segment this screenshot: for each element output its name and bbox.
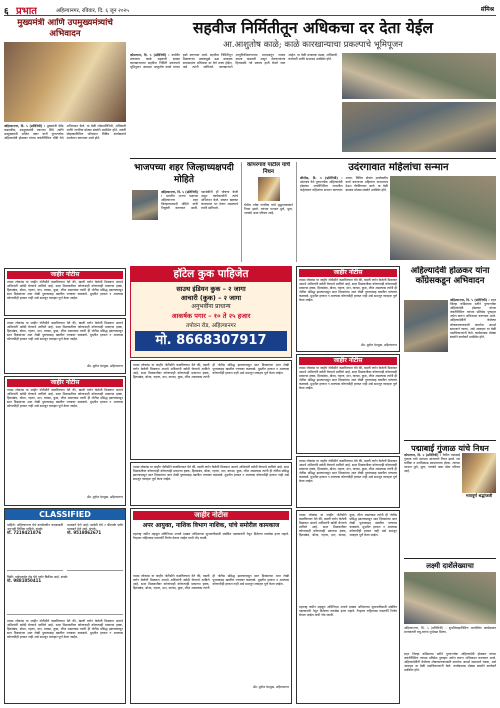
notice-2-signature: ॲड. सुनील देशमुख, अहिल्यानगर <box>86 364 123 368</box>
newspaper-logo: प्रभात <box>16 6 38 16</box>
notice-mid-2 <box>130 462 292 506</box>
bjp-body <box>161 190 238 260</box>
classified-item-1 <box>7 523 63 571</box>
notice-2-body: तमाम लोकांस या जाहीर नोटीसीने कळविण्यात येते की, खाली वर्णन केलेली मिळकत आमचे अशिलांनी खरेदी घेण्याचे ठरविले आहे. सदर मिळकतीवर कोणाचाही कोणत्याही प्रकारचा हक्क, हितसंबंध, बोजा, गहाण, दान, वारसा, कुळ, लीज असल्यास त्यांनी ही नोटीस प्रसिद्ध झाल्यापासून सात दिवसांच्या आत लेखी पुराव्यासह खालील पत्त्यावर कळवावे. मुदतीत हरकत न आल्यास कोणाचीही हरकत नाही असे समजून व्यवहार पूर्ण केला जाईल. <box>7 321 123 342</box>
notice-right-1-title: जाहीर नोटीस <box>299 269 397 277</box>
classified-notice: तमाम लोकांस या जाहीर नोटीसीने कळविण्यात येते की, खाली वर्णन केलेली मिळकत आमचे अशिलांनी खरेदी घेण्याचे ठरविले आहे. सदर मिळकतीवर कोणाचाही कोणत्याही प्रकारचा हक्क, हितसंबंध, बोजा, गहाण, दान, वारसा, कुळ, लीज असल्यास त्यांनी ही नोटीस प्रसिद्ध झाल्यापासून सात दिवसांच्या आत लेखी पुराव्यासह खालील पत्त्यावर कळवावे. मुदतीत हरकत न आल्यास कोणाचीही हरकत नाही असे समजून व्यवहार पूर्ण केला जाईल. <box>7 619 123 640</box>
women-headline: उदंरगावात महिलांचा सन्मान <box>348 162 449 173</box>
women-photo <box>390 176 496 260</box>
left-story-headline: मुख्यमंत्री आणि उपमुख्यमंत्र्यांचे अभिवादन <box>17 18 113 39</box>
notice-right-3-body: तमाम लोकांस या जाहीर नोटीसीने कळविण्यात येते की, खाली वर्णन केलेली मिळकत आमचे अशिलांनी खरेदी घेण्याचे ठरविले आहे. सदर मिळकतीवर कोणाचाही कोणत्याही प्रकारचा हक्क, हितसंबंध, बोजा, गहाण, दान, वारसा, कुळ, लीज असल्यास त्यांनी ही नोटीस प्रसिद्ध झाल्यापासून सात दिवसांच्या आत लेखी पुराव्यासह खालील पत्त्यावर कळवावे. मुदतीत हरकत न आल्यास कोणाचीही हरकत नाही असे समजून व्यवहार पूर्ण केला जाईल. <box>299 459 397 484</box>
ahilya-photo <box>404 300 448 352</box>
hotel-ad-line3: अनुभवींना प्राधान्य <box>191 303 231 310</box>
classified-section <box>4 508 126 704</box>
main-headline: सहवीज निर्मितीतून अधिकचा दर देता येईल <box>193 18 433 37</box>
ahilya-dateline: अहिल्यानगर, दि. ५ (प्रतिनिधी) : <box>450 298 490 302</box>
hotel-ad-headline: हॉटेल कुक पाहिजेत <box>131 267 291 282</box>
notice-mid-1-body: तमाम लोकांस या जाहीर नोटीसीने कळविण्यात येते की, खाली वर्णन केलेली मिळकत आमचे अशिलांनी खरेदी घेण्याचे ठरविले आहे. सदर मिळकतीवर कोणाचाही कोणत्याही प्रकारचा हक्क, हितसंबंध, बोजा, गहाण, दान, वारसा, कुळ, लीज असल्यास त्यांनी ही नोटीस प्रसिद्ध झाल्यापासून सात दिवसांच्या आत लेखी पुराव्यासह खालील पत्त्यावर कळवावे. मुदतीत हरकत न आल्यास कोणाचीही हरकत नाही असे समजून व्यवहार पूर्ण केला जाईल. <box>133 363 289 380</box>
notice-right-1 <box>296 266 400 352</box>
masthead <box>4 4 496 16</box>
classified-item-2-text: भाड्याने देणे आहे: सावेडी येथे २ बीएचके फ्लॅट भाड्याने देणे आहे. संपर्क: <box>67 523 123 532</box>
wedding-story <box>404 558 496 704</box>
obit-tribute <box>462 453 496 498</box>
wedding-body: अहिल्यानगर, दि. ५ (प्रतिनिधी) : शुभविवाहानिमित्त आयोजित कार्यक्रमात मान्यवरांनी वधू-वरांना शुभेच्छा दिल्या. <box>404 626 496 635</box>
obit-body <box>404 453 460 511</box>
notice-3-body: तमाम लोकांस या जाहीर नोटीसीने कळविण्यात येते की, खाली वर्णन केलेली मिळकत आमचे अशिलांनी खरेदी घेण्याचे ठरविले आहे. सदर मिळकतीवर कोणाचाही कोणत्याही प्रकारचा हक्क, हितसंबंध, बोजा, गहाण, दान, वारसा, कुळ, लीज असल्यास त्यांनी ही नोटीस प्रसिद्ध झाल्यापासून सात दिवसांच्या आत लेखी पुराव्यासह खालील पत्त्यावर कळवावे. मुदतीत हरकत न आल्यास कोणाचीही हरकत नाही असे समजून व्यवहार पूर्ण केला जाईल. <box>7 388 123 409</box>
hotel-ad-line2: आचारी (कुक) – २ जागा <box>180 294 242 302</box>
notice-right-2 <box>296 354 400 454</box>
page-number: ६ <box>4 7 9 16</box>
notice-3-signature: ॲड. सुनील देशमुख, अहिल्यानगर <box>86 495 123 499</box>
tender-notice <box>130 508 292 704</box>
hotel-ad-place: तपोवन रोड, अहिल्यानगर <box>186 323 236 329</box>
notice-1 <box>4 268 126 316</box>
notice-right-4-body: तमाम लोकांस या जाहीर नोटीसीने कळविण्यात येते की, खाली वर्णन केलेली मिळकत आमचे अशिलांनी खरेदी घेण्याचे ठरविले आहे. सदर मिळकतीवर कोणाचाही कोणत्याही प्रकारचा हक्क, हितसंबंध, बोजा, गहाण, दान, वारसा, कुळ, लीज असल्यास त्यांनी ही नोटीस प्रसिद्ध झाल्यापासून सात दिवसांच्या आत लेखी पुराव्यासह खालील पत्त्यावर कळवावे. मुदतीत हरकत न आल्यास कोणाचीही हरकत नाही असे समजून व्यवहार पूर्ण केला जाईल. <box>299 513 397 538</box>
ahilya-headline: अहिल्यादेवी होळकर यांना कॉंग्रेसकडून अभिवादन <box>410 266 490 286</box>
main-story-body <box>130 53 338 153</box>
wedding-body-2: शहर जिल्हा कॉंग्रेसच्या वतीने पुण्यश्लोक अहिल्यादेवी होळकर यांच्या जयंतीनिमित्त त्यांच्या प्रतिमेस पुष्पहार अर्पण करून अभिवादन करण्यात आले. अहिल्यादेवींनी केलेल्या लोककल्याणकारी कार्याचा आदर्श समाजाने घ्यावा, असे आवाहन या वेळी पदाधिकाऱ्यांनी केले. कार्यक्रमास मोठ्या संख्येने कार्यकर्ते उपस्थित होते. <box>404 652 496 673</box>
tender-body-2: तमाम लोकांस या जाहीर नोटीसीने कळविण्यात येते की, खाली वर्णन केलेली मिळकत आमचे अशिलांनी खरेदी घेण्याचे ठरविले आहे. सदर मिळकतीवर कोणाचाही कोणत्याही प्रकारचा हक्क, हितसंबंध, बोजा, गहाण, दान, वारसा, कुळ, लीज असल्यास त्यांनी ही नोटीस प्रसिद्ध झाल्यापासून सात दिवसांच्या आत लेखी पुराव्यासह खालील पत्त्यावर कळवावे. मुदतीत हरकत न आल्यास कोणाचीही हरकत नाही असे समजून व्यवहार पूर्ण केला जाईल. <box>133 573 289 590</box>
section-label: संमिश्र <box>480 6 494 13</box>
main-story-photo-2 <box>342 102 496 152</box>
ahilya-text: शहर जिल्हा कॉंग्रेसच्या वतीने पुण्यश्लोक अहिल्यादेवी होळकर यांच्या जयंतीनिमित्त त्यांच्या प्रतिमेस पुष्पहार अर्पण करून अभिवादन करण्यात आले. अहिल्यादेवींनी केलेल्या लोककल्याणकारी कार्याचा आदर्श समाजाने घ्यावा, असे आवाहन या वेळी पदाधिकाऱ्यांनी केले. कार्यक्रमास मोठ्या संख्येने कार्यकर्ते उपस्थित होते. <box>450 298 496 339</box>
classified-item-1-phone: मो. 7219421876 <box>7 530 42 536</box>
notice-2 <box>4 318 126 374</box>
tender-title: जाहीर नोटीस <box>133 511 289 520</box>
women-story <box>296 162 496 262</box>
notice-1-title: जाहीर नोटीस <box>7 271 123 279</box>
main-subheadline: आ.आशुतोष काळे; काळे कारखान्याचा प्रकल्पाचे भूमिपूजन <box>223 40 403 50</box>
left-story-body <box>4 124 126 264</box>
main-story-text: कर्मवीर शंकरराव काळे सहकारी साखर कारखान्याच्या सहवीज निर्मिती प्रकल्पाचे भूमिपूजन आमदार आशुतोष काळे यांच्या हस्ते करण्यात आले. सहवीज निर्मितीतून मिळणाऱ्या उत्पन्नामुळे ऊस उत्पादक सभासदांना अधिकचा दर देणे शक्य होईल, असे त्यांनी सांगितले. कारखान्याने आधुनिकीकरणाच्या माध्यमातून गाळप क्षमता वाढवली असून शेतकऱ्यांच्या हितासाठी नवे प्रकल्प हाती घेतले जात आहेत. या वेळी संचालक मंडळ, अधिकारी, कर्मचारी आणि सभासद उपस्थित होते. <box>130 53 338 70</box>
classified-item-3-phone: मो. 9881050411 <box>7 578 42 584</box>
main-story-dateline: कोपरगाव, दि. ५ (प्रतिनिधी) : <box>130 53 170 57</box>
ahilya-story <box>404 266 496 438</box>
notice-mid-1 <box>130 360 292 460</box>
ahilya-body <box>450 298 496 434</box>
notice-1-body: तमाम लोकांस या जाहीर नोटीसीने कळविण्यात येते की, खाली वर्णन केलेली मिळकत आमचे अशिलांनी खरेदी घेण्याचे ठरविले आहे. सदर मिळकतीवर कोणाचाही कोणत्याही प्रकारचा हक्क, हितसंबंध, बोजा, गहाण, दान, वारसा, कुळ, लीज असल्यास त्यांनी ही नोटीस प्रसिद्ध झाल्यापासून सात दिवसांच्या आत लेखी पुराव्यासह खालील पत्त्यावर कळवावे. मुदतीत हरकत न आल्यास कोणाचीही हरकत नाही असे समजून व्यवहार पूर्ण केला जाईल. <box>7 280 123 301</box>
notice-right-2-title: जाहीर नोटीस <box>299 357 397 365</box>
notice-right-1-signature: ॲड. सुनील देशमुख, अहिल्यानगर <box>360 343 397 347</box>
classified-item-2 <box>67 523 123 571</box>
classified-banner: CLASSIFIED <box>5 509 125 520</box>
obit-story <box>404 440 496 556</box>
bjp-story <box>130 162 238 262</box>
main-story <box>130 18 496 156</box>
divider <box>130 158 496 159</box>
notice-mid-2-body: तमाम लोकांस या जाहीर नोटीसीने कळविण्यात येते की, खाली वर्णन केलेली मिळकत आमचे अशिलांनी खरेदी घेण्याचे ठरविले आहे. सदर मिळकतीवर कोणाचाही कोणत्याही प्रकारचा हक्क, हितसंबंध, बोजा, गहाण, दान, वारसा, कुळ, लीज असल्यास त्यांनी ही नोटीस प्रसिद्ध झाल्यापासून सात दिवसांच्या आत लेखी पुराव्यासह खालील पत्त्यावर कळवावे. मुदतीत हरकत न आल्यास कोणाचीही हरकत नाही असे समजून व्यवहार पूर्ण केला जाईल. <box>133 465 289 482</box>
classified-item-1-text: पाहिजे: अहिल्यानगर येथे कार्यालयीन कामासाठी अनुभवी लिपिक पाहिजे. संपर्क: <box>7 523 63 532</box>
classified-item-3-text: विक्री: पाईपलाईन रोड येथे प्लॉट विक्रीस आहे. संपर्क: <box>7 575 69 579</box>
dateline: अहिल्यानगर, रविवार, दि. ६ जून २०२५ <box>56 8 129 14</box>
obit-tribute-title: भावपूर्ण श्रद्धांजली <box>465 493 493 498</box>
hotel-ad-phone: मो. 8668307917 <box>135 331 287 351</box>
classified-item-3 <box>7 575 123 615</box>
women-text: उदंरगाव येथे पुण्यश्लोक अहिल्यादेवी होळकर जयंतीनिमित्त गावातील कर्तृत्ववान महिलांचा सन्मान करण्यात आला. विविध क्षेत्रांत उल्लेखनीय कार्य करणाऱ्या महिलांना सन्मानपत्र देऊन गौरविण्यात आले. या वेळी ग्रामस्थ मोठ्या संख्येने उपस्थित होते. <box>300 176 388 193</box>
obit-headline: पद्माबाई गुंजाळ यांचे निधन <box>411 443 489 453</box>
notice-right-3 <box>296 456 400 508</box>
obit-portrait <box>462 453 496 493</box>
classified-item-2-phone: मो. 9518062671 <box>67 530 102 536</box>
small-obit <box>241 162 293 262</box>
women-dateline: श्रीगोंदा, दि. ५ (प्रतिनिधी) : <box>300 176 343 180</box>
left-story-dateline: अहिल्यानगर, दि. ५ (प्रतिनिधी) : <box>4 124 46 128</box>
tender-signature: ॲड. सुनील देशमुख, अहिल्यानगर <box>252 684 289 689</box>
statue-photo <box>4 42 126 122</box>
bjp-text: भारतीय जनता पक्षाच्या अहिल्यानगर शहर जिल्हाध्यक्षपदी मोहिते यांची नियुक्ती करण्यात आली. पक्षश्रेष्ठींनी ही घोषणा केली असून कार्यकर्त्यांनी त्यांचे अभिनंदन केले. संघटन बळकट करण्यावर भर देणार असल्याचे त्यांनी सांगितले. <box>161 190 238 211</box>
small-obit-body: येथील ज्येष्ठ नागरिक यांचे वृद्धापकाळाने निधन झाले. त्यांच्या पश्चात मुले, सुना, नातवंडे असा परिवार आहे. <box>244 203 293 216</box>
small-obit-headline: कोपरगाव पाटील यांचे निधन <box>246 162 290 175</box>
bjp-dateline: अहिल्यानगर, दि. ५ (प्रतिनिधी) : <box>161 190 198 199</box>
wedding-title: लक्ष्मी दाशेंलेख्याचा <box>426 561 474 570</box>
obit-dateline: कोपरगाव, दि. ५ (प्रतिनिधी) : <box>404 453 442 457</box>
notice-right-1-body: तमाम लोकांस या जाहीर नोटीसीने कळविण्यात येते की, खाली वर्णन केलेली मिळकत आमचे अशिलांनी खरेदी घेण्याचे ठरविले आहे. सदर मिळकतीवर कोणाचाही कोणत्याही प्रकारचा हक्क, हितसंबंध, बोजा, गहाण, दान, वारसा, कुळ, लीज असल्यास त्यांनी ही नोटीस प्रसिद्ध झाल्यापासून सात दिवसांच्या आत लेखी पुराव्यासह खालील पत्त्यावर कळवावे. मुदतीत हरकत न आल्यास कोणाचीही हरकत नाही असे समजून व्यवहार पूर्ण केला जाईल. <box>299 278 397 303</box>
main-story-photo-1 <box>342 53 496 99</box>
hotel-ad-line1: साउथ इंडियन कुक – २ जागा <box>176 285 246 293</box>
notice-right-4 <box>296 510 400 704</box>
left-story <box>4 18 126 265</box>
hotel-ad-salary: आकर्षक पगार – १० ते २५ हजार <box>171 312 251 320</box>
tender-subtitle: अपर आयुक्त, नाशिक विभाग नाशिक, यांचे समोरील कामकाज <box>142 522 280 529</box>
obit-text: येथील पद्माबाई गुंजाळ यांचे अल्पशा आजाराने निधन झाले. त्या धार्मिक व मनमिळाऊ स्वभावाच्या होत्या. त्यांच्या पश्चात मुले, सुना, नातवंडे असा मोठा परिवार आहे. <box>404 453 460 474</box>
notice-3-title: जाहीर नोटीस <box>7 379 123 387</box>
women-body <box>300 176 388 260</box>
bjp-headline: भाजपच्या शहर जिल्हाध्यक्षपदी मोहिते <box>134 163 234 185</box>
left-story-text: मुख्यमंत्री देवेंद्र फडणवीस, उपमुख्यमंत्री एकनाथ शिंदे आणि उपमुख्यमंत्री अजित पवार यांनी पुण्यश्लोक अहिल्यादेवी होळकर यांच्या जयंतीनिमित्त चौंडी येथे अभिवादन केले. या वेळी लोकप्रतिनिधी, अधिकारी आणि नागरिक मोठ्या संख्येने उपस्थित होते. जयंती सोहळ्यानिमित्त परिसरात विविध कार्यक्रमांचे आयोजन करण्यात आले होते. <box>4 124 126 141</box>
tender-body: महाराष्ट्र जमीन महसूल अधिनियम अन्वये दाखल अपिलाच्या सुनावणीसाठी संबंधित पक्षकारांनी नेमून दिलेल्या तारखेस हजर राहावे. गैरहजर राहिल्यास एकतर्फी निर्णय घेतला जाईल याची नोंद घ्यावी. <box>133 531 289 540</box>
notice-right-4-body-2: महाराष्ट्र जमीन महसूल अधिनियम अन्वये दाखल अपिलाच्या सुनावणीसाठी संबंधित पक्षकारांनी नेमून दिलेल्या तारखेस हजर राहावे. गैरहजर राहिल्यास एकतर्फी निर्णय घेतला जाईल याची नोंद घ्यावी. <box>299 605 397 618</box>
small-obit-portrait <box>258 177 280 201</box>
wedding-photo <box>404 572 496 624</box>
bjp-portrait <box>132 190 158 220</box>
notice-3 <box>4 376 126 506</box>
notice-right-2-body: तमाम लोकांस या जाहीर नोटीसीने कळविण्यात येते की, खाली वर्णन केलेली मिळकत आमचे अशिलांनी खरेदी घेण्याचे ठरविले आहे. सदर मिळकतीवर कोणाचाही कोणत्याही प्रकारचा हक्क, हितसंबंध, बोजा, गहाण, दान, वारसा, कुळ, लीज असल्यास त्यांनी ही नोटीस प्रसिद्ध झाल्यापासून सात दिवसांच्या आत लेखी पुराव्यासह खालील पत्त्यावर कळवावे. मुदतीत हरकत न आल्यास कोणाचीही हरकत नाही असे समजून व्यवहार पूर्ण केला जाईल. <box>299 366 397 391</box>
hotel-ad <box>130 266 292 358</box>
